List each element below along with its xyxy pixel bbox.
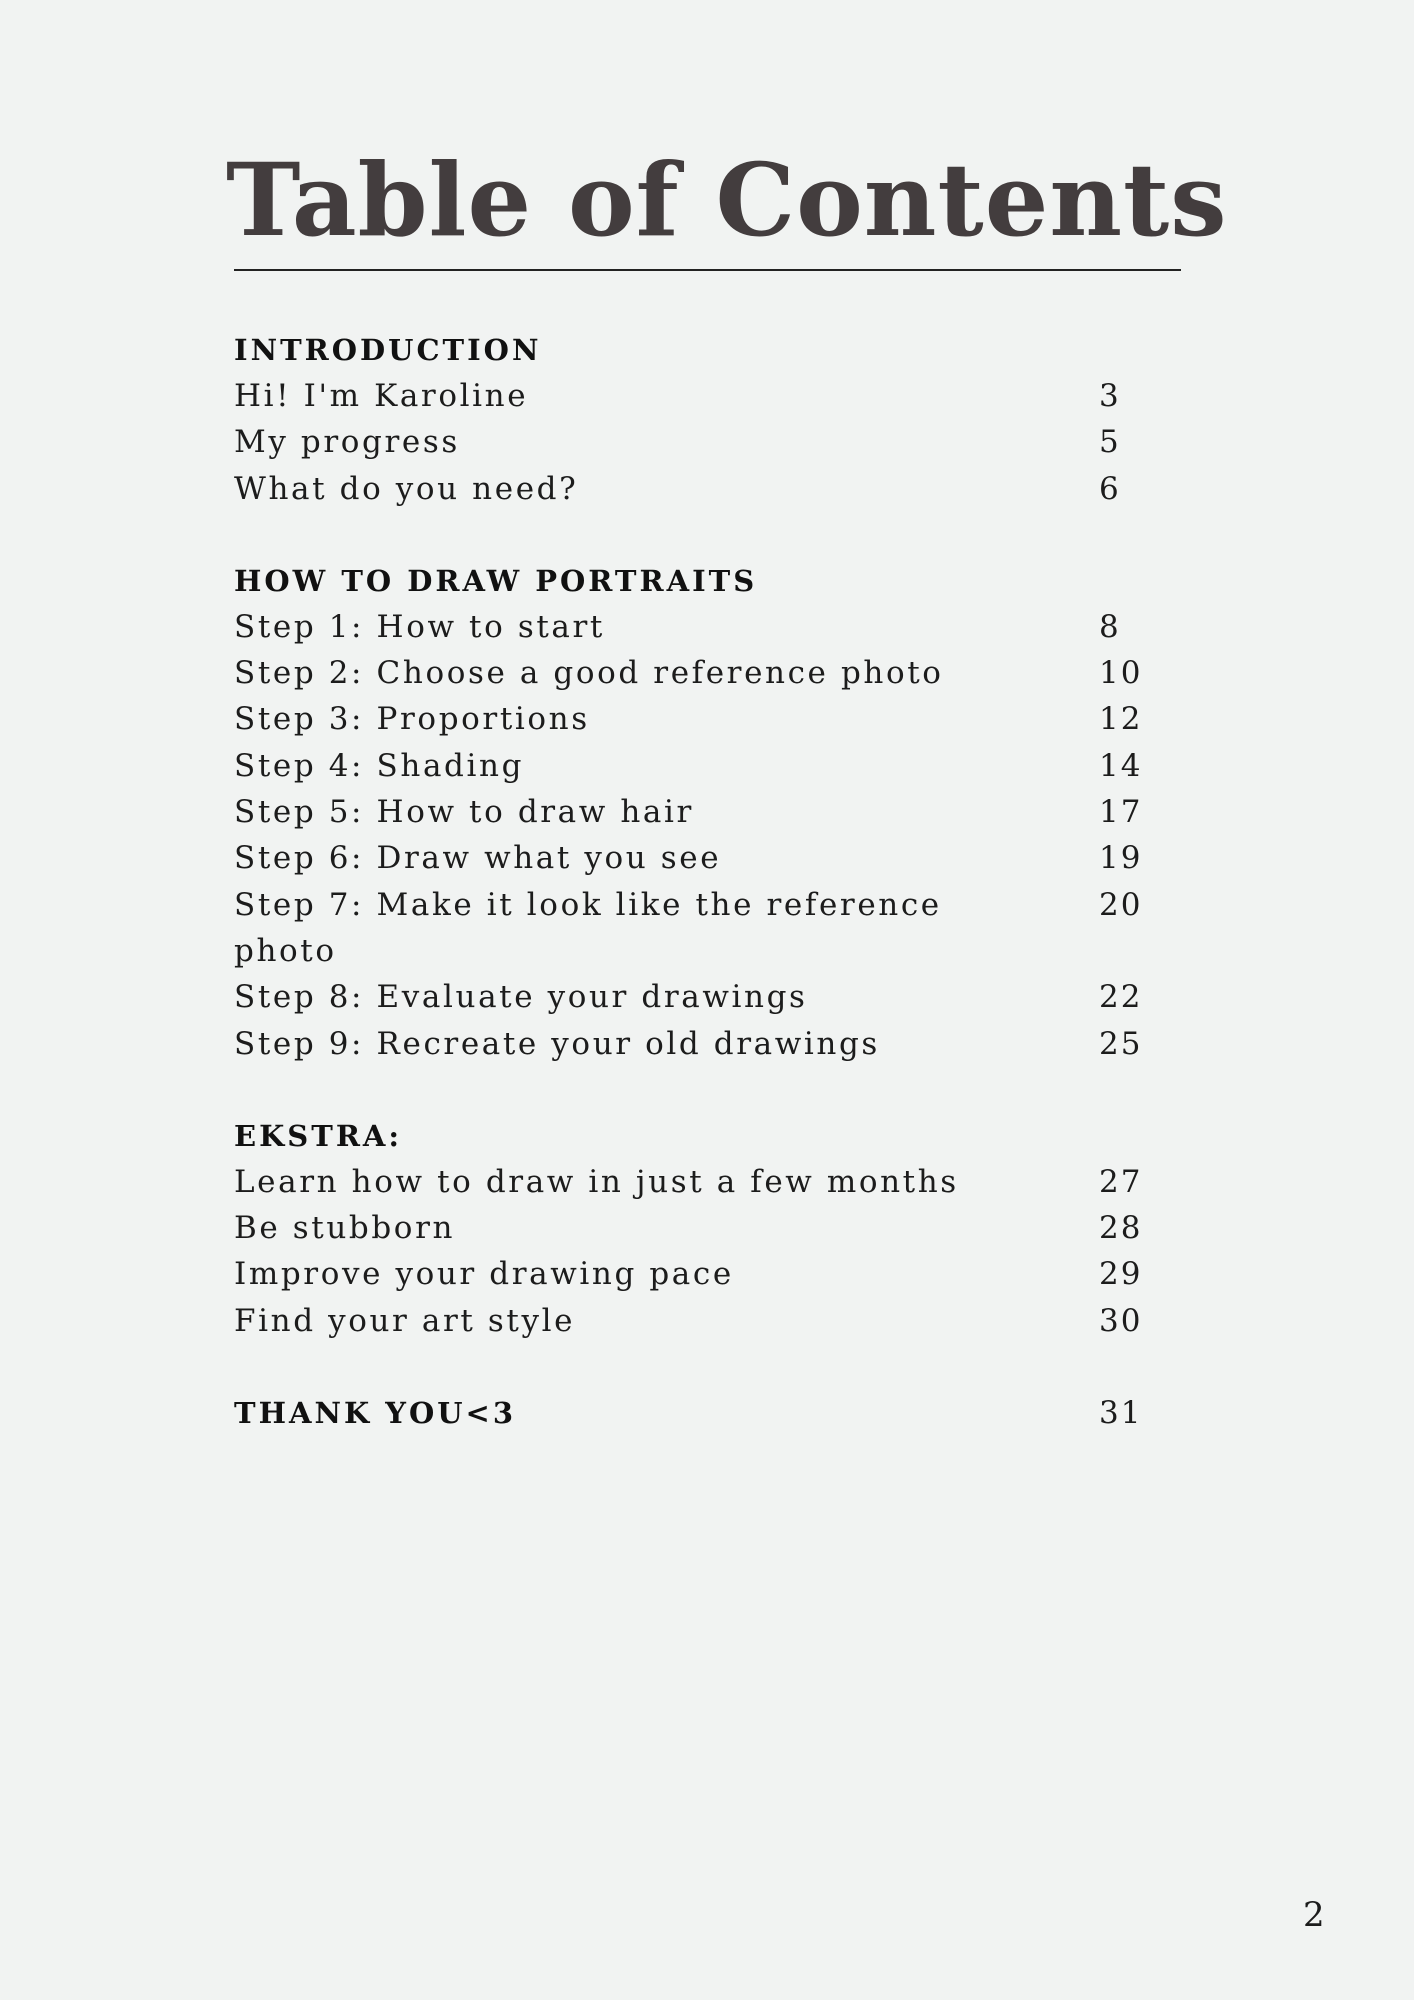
toc-entry	[234, 1159, 1174, 1205]
toc-entry-page: 14	[1099, 747, 1143, 784]
toc-entry	[234, 696, 1174, 742]
toc-entry-label: Step 6: Draw what you see	[234, 840, 722, 877]
page-number: 2	[1303, 1895, 1325, 1935]
toc-entry	[234, 1298, 1174, 1344]
toc-entry	[234, 466, 1174, 512]
toc-entry-label: What do you need?	[234, 470, 579, 507]
toc-entry-label: My progress	[234, 424, 460, 461]
toc-entry-label: Be stubborn	[234, 1210, 456, 1247]
title-divider	[234, 269, 1181, 271]
toc-entry	[234, 974, 1174, 1020]
toc-entry-page: 25	[1099, 1025, 1143, 1062]
section-heading: THANK YOU<3	[234, 1396, 517, 1431]
toc-entry-page: 12	[1099, 701, 1143, 738]
toc-entry-page: 19	[1099, 840, 1143, 877]
toc-entry	[234, 1205, 1174, 1251]
toc-entry-page: 6	[1099, 470, 1121, 507]
toc-entry	[234, 373, 1174, 419]
section-heading-row	[234, 1390, 1174, 1436]
toc-entry	[234, 1021, 1174, 1067]
toc-entry	[234, 882, 1174, 975]
toc-entry-page: 30	[1099, 1302, 1143, 1339]
toc-entry-page: 20	[1099, 886, 1143, 923]
toc-entry-label: Learn how to draw in just a few months	[234, 1163, 959, 1200]
toc-entry-label: Step 2: Choose a good reference photo	[234, 655, 944, 692]
toc-entry-label: Find your art style	[234, 1302, 576, 1339]
toc-section-ekstra	[234, 1113, 1174, 1344]
toc-section-how-to-draw-portraits	[234, 558, 1174, 1067]
toc-section-introduction	[234, 327, 1174, 512]
toc-entry	[234, 835, 1174, 881]
toc-entry-page: 28	[1099, 1210, 1143, 1247]
toc-entry-label: Step 5: How to draw hair	[234, 794, 694, 831]
toc-entry-page: 10	[1099, 655, 1143, 692]
section-heading: HOW TO DRAW PORTRAITS	[234, 563, 758, 598]
toc-entry-label: Step 9: Recreate your old drawings	[234, 1025, 880, 1062]
toc-entry	[234, 743, 1174, 789]
table-of-contents	[234, 327, 1174, 1482]
toc-entry-page: 22	[1099, 979, 1143, 1016]
toc-entry-label: Step 3: Proportions	[234, 701, 590, 738]
section-heading: EKSTRA:	[234, 1118, 403, 1153]
toc-entry-page: 31	[1099, 1394, 1143, 1431]
toc-entry-label: Hi! I'm Karoline	[234, 378, 529, 414]
toc-entry-label: Step 8: Evaluate your drawings	[234, 979, 808, 1016]
toc-entry-page: 3	[1099, 378, 1121, 414]
toc-entry-page: 29	[1099, 1256, 1143, 1293]
section-heading-row	[234, 1113, 1174, 1159]
toc-entry-label: Improve your drawing pace	[234, 1256, 734, 1293]
toc-entry-label: Step 7: Make it look like the reference photo	[234, 886, 942, 969]
page-title: Table of Contents	[226, 141, 1228, 259]
toc-entry	[234, 604, 1174, 650]
toc-entry-label: Step 1: How to start	[234, 608, 605, 645]
toc-entry	[234, 1251, 1174, 1297]
toc-entry	[234, 789, 1174, 835]
toc-entry	[234, 650, 1174, 696]
section-heading-row	[234, 558, 1174, 604]
toc-entry-page: 5	[1099, 424, 1121, 461]
toc-section-thank-you	[234, 1390, 1174, 1436]
toc-entry	[234, 419, 1174, 465]
toc-entry-page: 27	[1099, 1163, 1143, 1200]
toc-entry-page: 17	[1099, 794, 1143, 831]
section-heading: INTRODUCTION	[234, 333, 542, 367]
section-heading-row	[234, 327, 1174, 373]
toc-entry-label: Step 4: Shading	[234, 747, 525, 784]
toc-entry-page: 8	[1099, 608, 1121, 645]
